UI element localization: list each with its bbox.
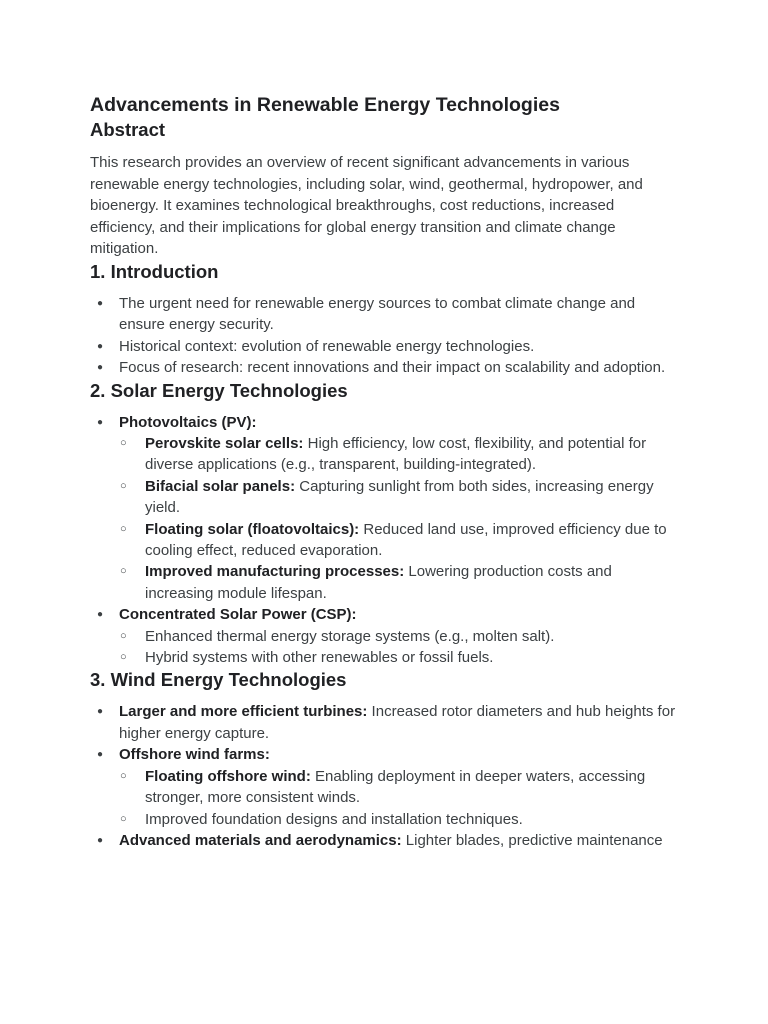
sublist-item-text: Improved foundation designs and installation techniques. — [145, 810, 523, 828]
sublist-item-label: Bifacial solar panels: — [145, 477, 296, 495]
sublist-item-label: Perovskite solar cells: — [145, 435, 304, 452]
sublist-item — [119, 626, 678, 647]
list-item-materials — [90, 830, 678, 851]
sub-bullet-icon: ○ — [120, 437, 127, 449]
sublist-item-text: Enabling deployment in deeper waters, accessing stronger, more consistent winds. — [145, 767, 646, 807]
sublist-item-text: Capturing sunlight from both sides, increasing energy yield. — [145, 477, 654, 517]
list-item-label: Advanced materials and aerodynamics: — [119, 831, 402, 849]
document-title: Advancements in Renewable Energy Technologies — [90, 94, 560, 116]
list-item-turbines — [90, 701, 678, 744]
list-item — [90, 357, 678, 378]
sublist-item — [119, 647, 678, 668]
bullet-icon: ● — [97, 749, 104, 761]
list-item-label: Offshore wind farms: — [119, 746, 270, 764]
sublist-item — [119, 476, 678, 519]
wind-heading: 3. Wind Energy Technologies — [90, 669, 347, 691]
sublist-item — [119, 433, 678, 476]
list-item-text: Historical context: evolution of renewable energy technologies. — [119, 337, 535, 355]
wind-list — [90, 701, 678, 851]
bullet-icon: ● — [97, 340, 104, 352]
sublist-item-label: Floating offshore wind: — [145, 767, 311, 785]
list-item-csp — [90, 604, 678, 668]
list-item-text: The urgent need for renewable energy sources to combat climate change and ensure energy security. — [119, 294, 636, 334]
sub-bullet-icon: ○ — [120, 629, 127, 642]
photovoltaics-sublist — [119, 433, 678, 604]
list-item-text: Focus of research: recent innovations and their impact on scalability and adoption. — [119, 359, 666, 377]
list-item-photovoltaics — [90, 412, 678, 605]
sublist-item — [119, 561, 678, 604]
sublist-item — [119, 809, 678, 830]
sublist-item-label: Improved manufacturing processes: — [145, 563, 405, 581]
list-item-label: Concentrated Solar Power (CSP): — [119, 606, 357, 624]
sub-bullet-icon: ○ — [120, 565, 127, 578]
sub-bullet-icon: ○ — [120, 651, 127, 664]
list-item-text: Lighter blades, predictive maintenance — [401, 831, 663, 849]
abstract-heading: Abstract — [90, 119, 166, 140]
list-item-label: Larger and more efficient turbines: — [119, 703, 368, 721]
sub-bullet-icon: ○ — [120, 812, 127, 825]
sub-bullet-icon: ○ — [120, 479, 127, 492]
list-item — [90, 293, 678, 336]
abstract-body: This research provides an overview of recent significant advancements in various renewable energy technologies, including solar, wind, geothermal, hydropower, and bioenergy. It examines technological breakthroughs, cost reductions, increased efficiency, and their implications for global energy transition and climate change mitigation. — [90, 154, 643, 258]
list-item-text: Increased rotor diameters and hub heights for higher energy capture. — [119, 703, 676, 742]
solar-heading: 2. Solar Energy Technologies — [90, 379, 348, 401]
bullet-icon: ● — [97, 834, 104, 846]
introduction-list — [90, 293, 678, 379]
introduction-heading: 1. Introduction — [90, 260, 219, 282]
sublist-item-text: Reduced land use, improved efficiency due to cooling effect, reduced evaporation. — [145, 520, 667, 560]
sublist-item-text: Lowering production costs and increasing module lifespan. — [145, 563, 612, 602]
list-item-offshore — [90, 744, 678, 830]
bullet-icon: ● — [97, 609, 104, 621]
bullet-icon: ● — [97, 362, 104, 374]
bullet-icon: ● — [97, 416, 104, 428]
sublist-item-text: High efficiency, low cost, flexibility, and potential for diverse applications (e.g., transparent, building-integrated). — [145, 435, 647, 474]
sub-bullet-icon: ○ — [120, 522, 127, 535]
solar-list — [90, 412, 678, 669]
sub-bullet-icon: ○ — [120, 769, 127, 782]
sublist-item-text: Enhanced thermal energy storage systems (e.g., molten salt). — [145, 627, 555, 645]
sublist-item — [119, 766, 678, 809]
list-item — [90, 336, 678, 357]
bullet-icon: ● — [97, 706, 104, 718]
offshore-sublist — [119, 766, 678, 830]
csp-sublist — [119, 626, 678, 669]
list-item-label: Photovoltaics (PV): — [119, 413, 257, 431]
sublist-item-label: Floating solar (floatovoltaics): — [145, 520, 360, 538]
bullet-icon: ● — [97, 297, 104, 309]
sublist-item-text: Hybrid systems with other renewables or fossil fuels. — [145, 649, 494, 667]
sublist-item — [119, 519, 678, 562]
